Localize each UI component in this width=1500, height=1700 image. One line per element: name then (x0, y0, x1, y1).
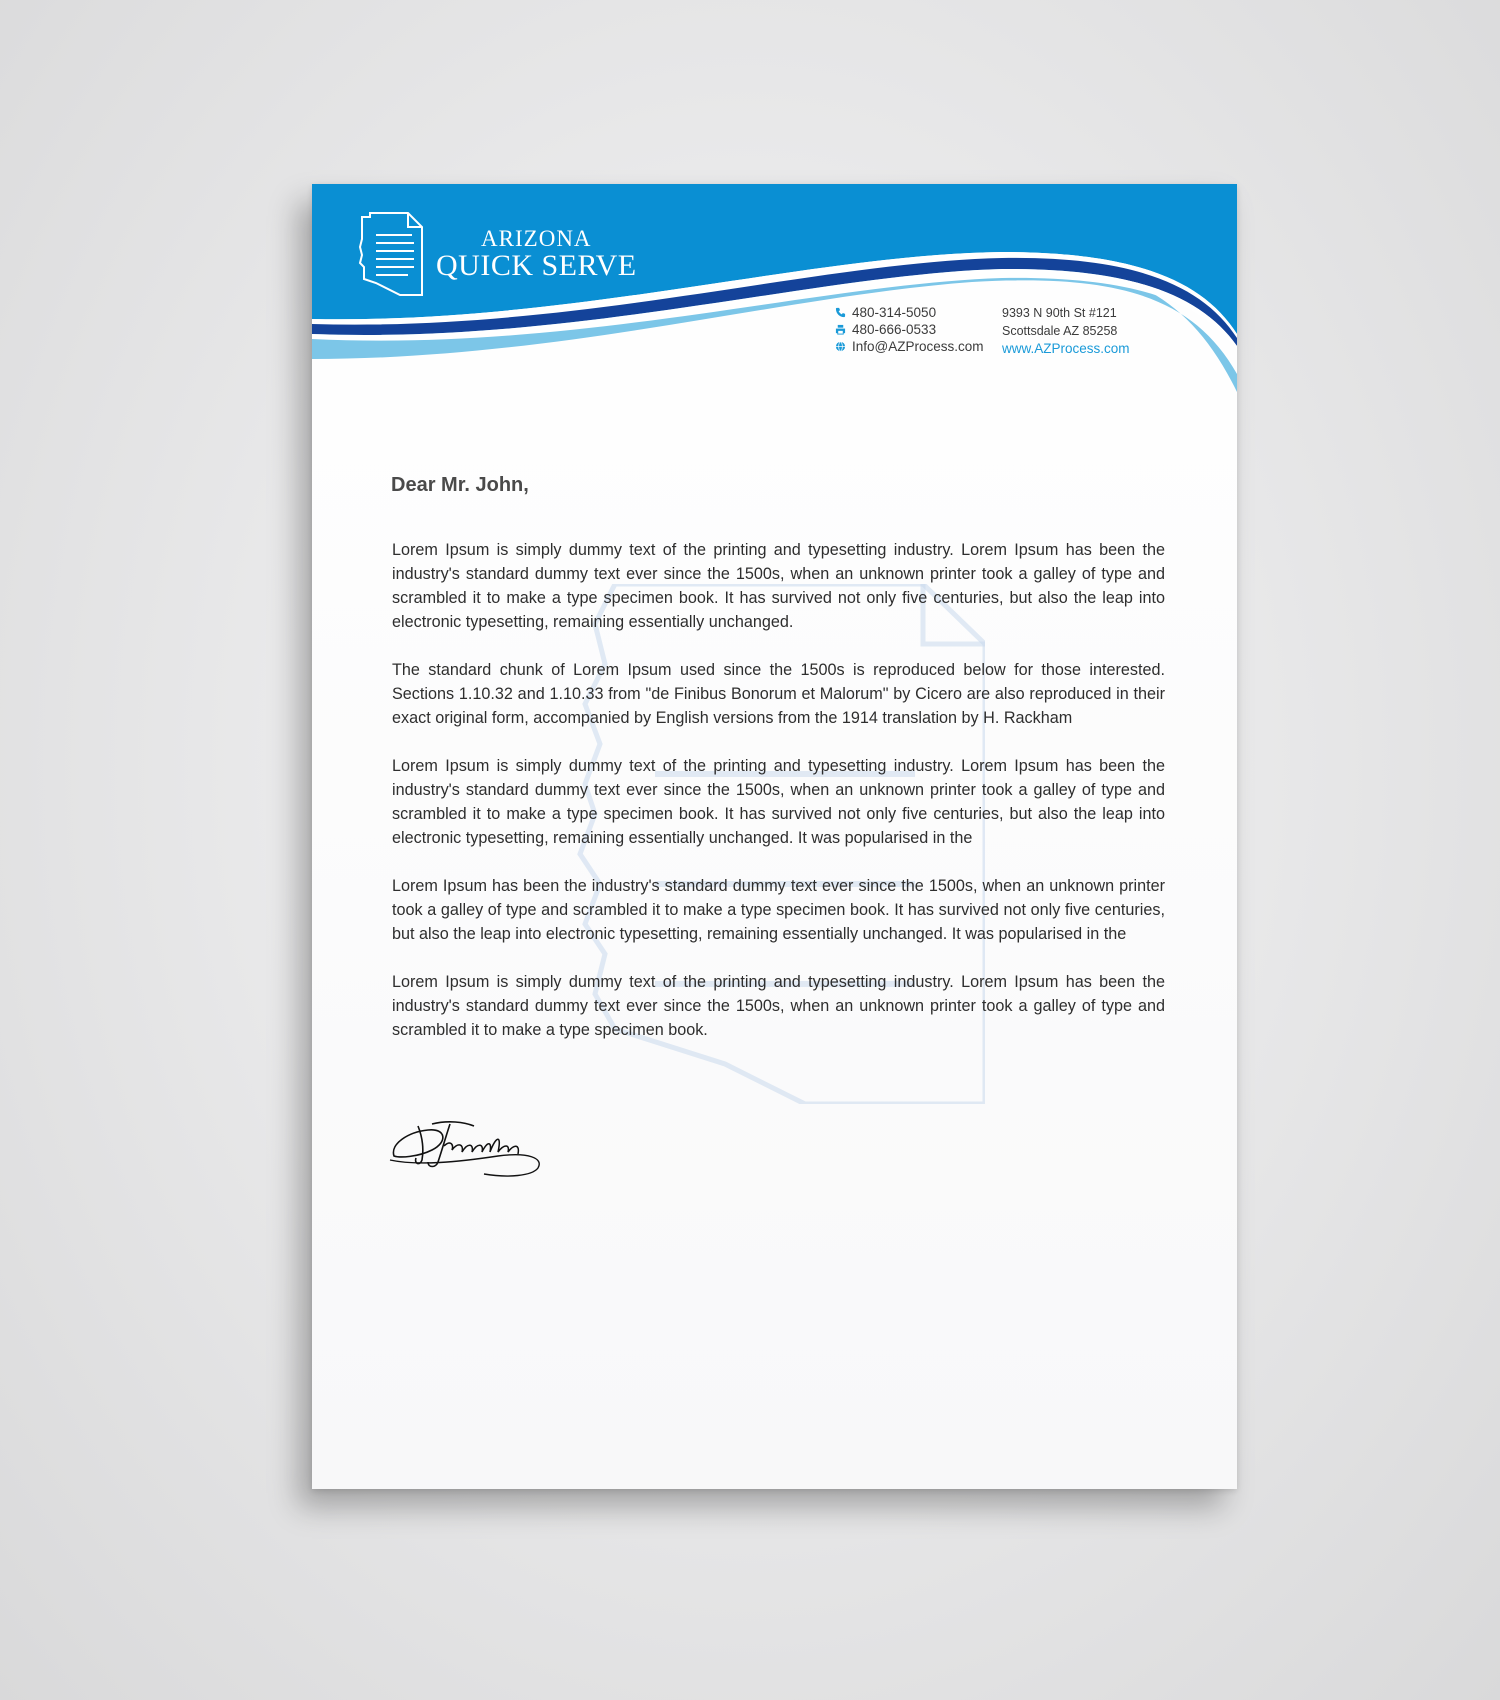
website-link[interactable]: www.AZProcess.com (1002, 341, 1130, 356)
contact-info (835, 304, 984, 355)
address-block (1002, 305, 1130, 358)
letter-paragraph: The standard chunk of Lorem Ipsum used since the 1500s is reproduced below for those interested. Sections 1.10.32 and 1.10.33 from "de Finibus Bonorum et Malorum" by Cicero are also reproduced in their exact original form, accompanied by English versions from the 1914 translation by H. Rackham (392, 661, 1165, 727)
phone-number[interactable]: 480-314-5050 (852, 305, 937, 320)
letter-paragraph: Lorem Ipsum is simply dummy text of the printing and typesetting industry. Lorem Ipsum has been the industry's standard dummy text ever since the 1500s, when an unknown printer took a galley of type and scrambled it to make a type specimen book. It has survived not only five centuries, but also the leap into electronic typesetting, remaining essentially unchanged. It was popularised in the (392, 757, 1165, 847)
email-address[interactable]: Info@AZProcess.com (852, 339, 984, 354)
letter-paragraph: Lorem Ipsum is simply dummy text of the printing and typesetting industry. Lorem Ipsum has been the industry's standard dummy text ever since the 1500s, when an unknown printer took a galley of type and scrambled it to make a type specimen book. It has survived not only five centuries, but also the leap into electronic typesetting, remaining essentially unchanged. (392, 541, 1165, 631)
fax-number: 480-666-0533 (852, 322, 937, 337)
letter-paragraph: Lorem Ipsum is simply dummy text of the printing and typesetting industry. Lorem Ipsum has been the industry's standard dummy text ever since the 1500s, when an unknown printer took a galley of type and scrambled it to make a type specimen book. (392, 973, 1165, 1039)
arizona-document-icon (356, 211, 424, 297)
letter-paragraph: Lorem Ipsum has been the industry's standard dummy text ever since the 1500s, when an unknown printer took a galley of type and scrambled it to make a type specimen book. It has survived not only five centuries, but also the leap into electronic typesetting, remaining essentially unchanged. It was popularised in the (392, 877, 1165, 943)
company-name (436, 227, 637, 281)
handwritten-signature (388, 1114, 548, 1184)
email-row (835, 338, 984, 355)
phone-icon (835, 307, 846, 318)
letter-body (392, 538, 1165, 1066)
company-logo (356, 204, 656, 304)
globe-icon (835, 341, 846, 352)
letterhead-page (312, 184, 1237, 1489)
company-name-line1: ARIZONA (481, 226, 592, 251)
address-street: 9393 N 90th St #121 (1002, 306, 1117, 320)
company-name-line2: QUICK SERVE (436, 249, 637, 282)
fax-row (835, 321, 984, 338)
fax-icon (835, 324, 846, 335)
address-city: Scottsdale AZ 85258 (1002, 323, 1118, 338)
letter-greeting: Dear Mr. John, (391, 474, 529, 496)
phone-row (835, 304, 984, 321)
